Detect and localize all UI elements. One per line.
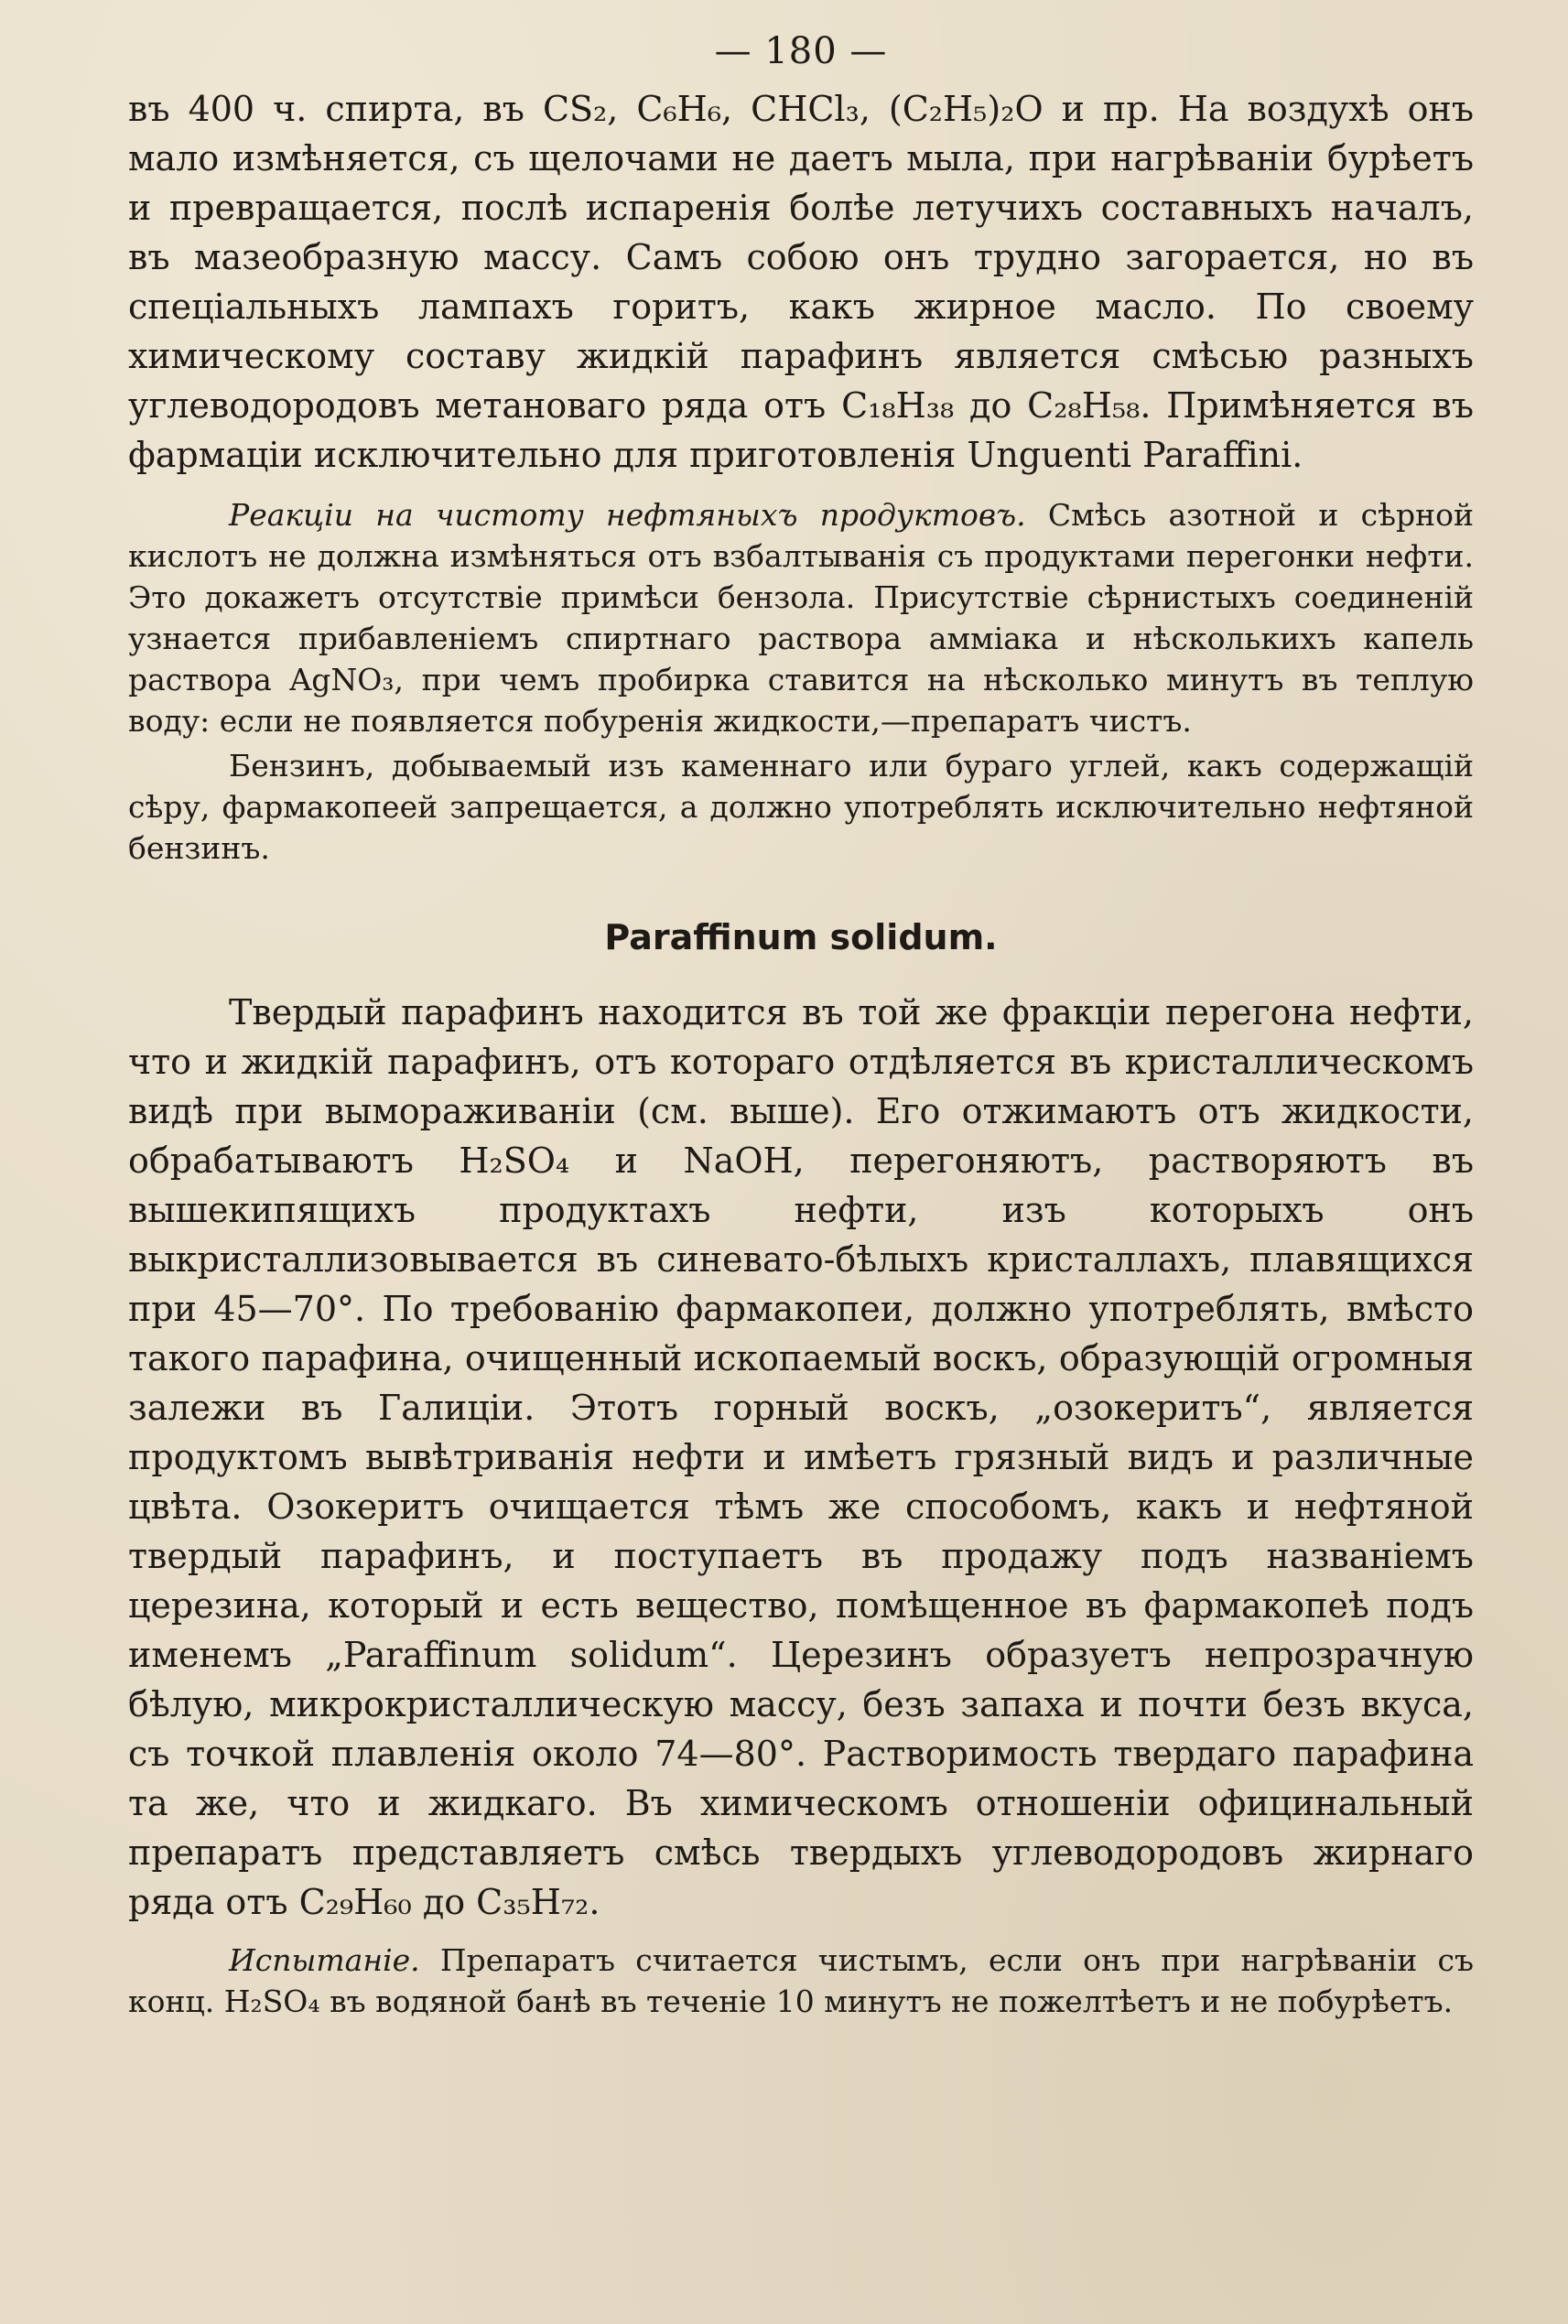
solid-paraffin-paragraph: Твердый парафинъ находится въ той же фракціи перегона нефти, что и жидкій парафинъ, отъ котораго отдѣляется въ кристаллическомъ видѣ при вымораживаніи (см. выше). Его отжимаютъ отъ жидкости, обрабатываютъ H₂SO₄ и NaOH, перегоняютъ, растворяютъ въ вышекипящихъ продуктахъ нефти, изъ которыхъ онъ выкристаллизовывается въ синевато-бѣлыхъ кристаллахъ, плавящихся при 45—70°. По требованію фармакопеи, должно употреблять, вмѣсто такого парафина, очищенный ископаемый воскъ, образующій огромныя залежи въ Галиціи. Этотъ горный воскъ, „озокеритъ“, является продуктомъ вывѣтриванія нефти и имѣетъ грязный видъ и различные цвѣта. Озокеритъ очищается тѣмъ же способомъ, какъ и нефтяной твердый парафинъ, и поступаетъ въ продажу подъ названіемъ церезина, который и есть вещество, помѣщенное въ фармакопеѣ подъ именемъ „Paraffinum solidum“. Церезинъ образуетъ непрозрачную бѣлую, микрокристаллическую массу, безъ запаха и почти безъ вкуса, съ точкой плавленія около 74—80°. Растворимость твердаго парафина та же, что и жидкаго. Въ химическомъ отношеніи официнальный препаратъ представляетъ смѣсь твердыхъ углеводородовъ жирнаго ряда отъ C₂₉H₆₀ до C₃₅H₇₂. bbox=[128, 992, 1474, 1922]
book-page bbox=[128, 18, 1474, 2022]
test-paragraph bbox=[128, 1940, 1474, 2022]
page-number: — 180 — bbox=[714, 30, 888, 72]
section-title: Paraffinum solidum. bbox=[604, 917, 998, 957]
test-label: Испытаніе. bbox=[229, 1942, 420, 1978]
purity-reactions-text: Смѣсь азотной и сѣрной кислотъ не должна измѣняться отъ взбалтыванія съ продуктами перегонки нефти. Это докажетъ отсутствіе примѣси бензола. Присутствіе сѣрнистыхъ соединеній узнается прибавленіемъ спиртнаго раствора амміака и нѣсколькихъ капель раствора AgNO₃, при чемъ пробирка ставится на нѣсколько минутъ въ теплую воду: если не появляется побуренія жидкости,—препаратъ чистъ. bbox=[128, 497, 1474, 739]
test-text: Препаратъ считается чистымъ, если онъ при нагрѣваніи съ конц. H₂SO₄ въ водяной банѣ въ теченіе 10 минутъ не пожелтѣетъ и не побурѣетъ. bbox=[128, 1942, 1474, 2019]
benzin-paragraph: Бензинъ, добываемый изъ каменнаго или бураго углей, какъ содержащій сѣру, фармакопеей запрещается, а должно употреблять исключительно нефтяной бензинъ. bbox=[128, 748, 1474, 866]
purity-reactions-label: Реакціи на чистоту нефтяныхъ продуктовъ. bbox=[229, 497, 1026, 533]
purity-reactions-paragraph bbox=[128, 494, 1474, 741]
liquid-paraffin-continuation: въ 400 ч. спирта, въ CS₂, C₆H₆, CHCl₃, (C₂H₅)₂O и пр. На воздухѣ онъ мало измѣняется, съ щелочами не даетъ мыла, при нагрѣваніи бурѣетъ и превращается, послѣ испаренія болѣе летучихъ составныхъ началъ, въ мазеобразную массу. Самъ собою онъ трудно загорается, но въ спеціальныхъ лампахъ горитъ, какъ жирное масло. По своему химическому составу жидкій парафинъ является смѣсью разныхъ углеводородовъ метановаго ряда отъ C₁₈H₃₈ до C₂₈H₅₈. Примѣняется въ фармаціи исключительно для приготовленія Unguenti Paraffini. bbox=[128, 89, 1474, 475]
